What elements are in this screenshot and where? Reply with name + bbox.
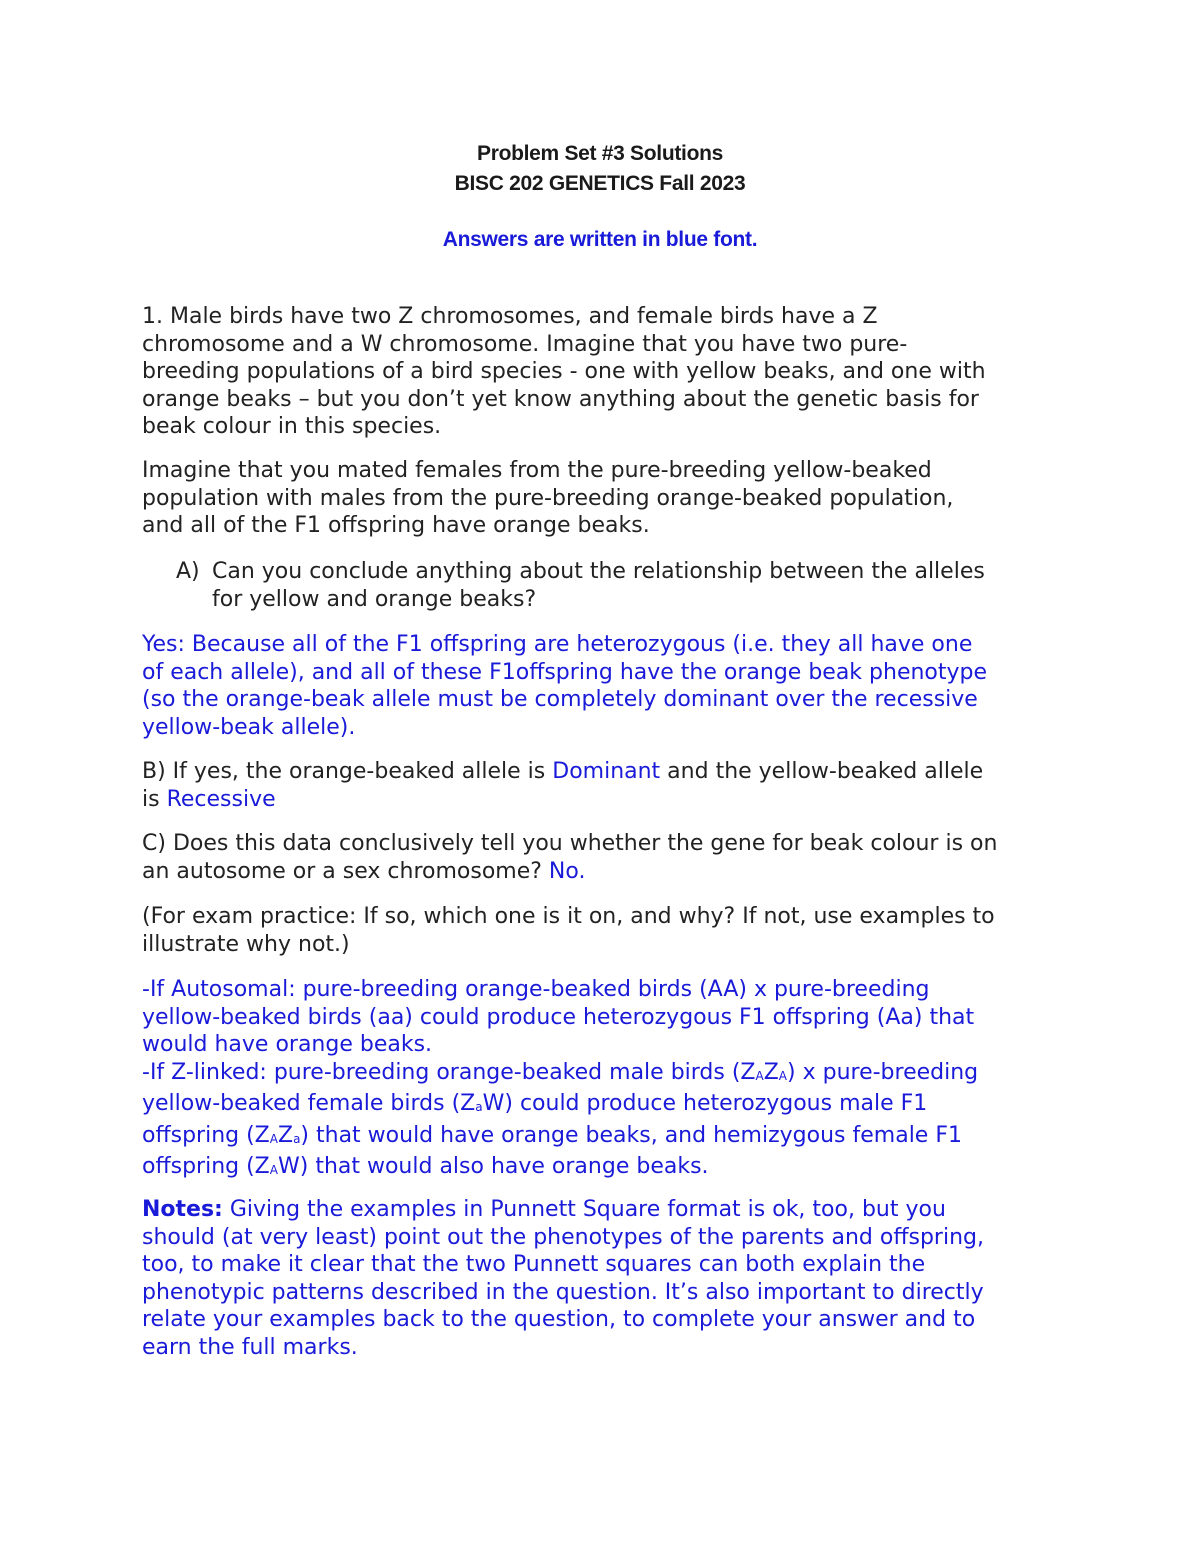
answer-color-note: Answers are written in blue font. <box>442 228 758 251</box>
part-b-answer-dominant: Dominant <box>552 759 661 784</box>
part-c-answer: No. <box>548 858 586 884</box>
scenario-line: Imagine that you mated females from the pure-breeding yellow-beaked <box>142 458 932 483</box>
question-line: 1. Male birds have two Z chromosomes, and female birds have a Z <box>142 304 878 329</box>
part-b-answer-recessive: Recessive <box>166 786 276 812</box>
part-a-answer <box>142 631 1072 741</box>
part-a-question <box>176 558 1076 613</box>
question-1 <box>142 303 1072 441</box>
scenario-paragraph <box>142 457 1072 540</box>
scenario-line: and all of the F1 offspring have orange beaks. <box>142 513 650 538</box>
course-name: BISC 202 GENETICS Fall 2023 <box>454 172 746 195</box>
exam-practice <box>142 903 1072 958</box>
practice-line: illustrate why not.) <box>142 931 350 957</box>
zlinked-line: yellow-beaked female birds (ZaW) could produce heterozygous male F1 <box>142 1091 928 1116</box>
answer-line: yellow-beak allele). <box>142 714 356 740</box>
part-c-line: C) Does this data conclusively tell you whether the gene for beak colour is on <box>142 831 998 856</box>
notes-line: Giving the examples in Punnett Square format is ok, too, but you <box>222 1197 946 1222</box>
answer-line: Yes: Because all of the F1 offspring are heterozygous (i.e. they all have one <box>142 632 973 657</box>
doc-title: Problem Set #3 Solutions <box>476 142 724 165</box>
answer-line: of each allele), and all of these F1offspring have the orange beak phenotype <box>142 659 988 685</box>
practice-line: (For exam practice: If so, which one is it on, and why? If not, use examples to <box>142 904 995 929</box>
notes-paragraph <box>142 1196 1072 1361</box>
notes-line: phenotypic patterns described in the question. It’s also important to directly <box>142 1279 984 1305</box>
part-a-marker: A) <box>176 559 200 584</box>
question-line: beak colour in this species. <box>142 414 442 439</box>
autosomal-line: yellow-beaked birds (aa) could produce heterozygous F1 offspring (Aa) that <box>142 1004 975 1030</box>
part-b-text: B) If yes, the orange-beaked allele is <box>142 759 553 784</box>
zlinked-line: offspring (ZAZa) that would have orange beaks, and hemizygous female F1 <box>142 1122 962 1148</box>
autosomal-line: would have orange beaks. <box>142 1032 433 1057</box>
examples-answer <box>142 976 1072 1185</box>
part-a-line: Can you conclude anything about the relationship between the alleles <box>212 559 985 584</box>
part-c <box>142 830 1072 885</box>
notes-line: should (at very least) point out the phenotypes of the parents and offspring, <box>142 1224 984 1250</box>
scenario-line: population with males from the pure-breeding orange-beaked population, <box>142 485 954 511</box>
notes-label: Notes: <box>142 1197 223 1222</box>
autosomal-line: -If Autosomal: pure-breeding orange-beaked birds (AA) x pure-breeding <box>142 977 930 1002</box>
question-line: chromosome and a W chromosome. Imagine that you have two pure- <box>142 331 908 357</box>
notes-line: too, to make it clear that the two Punnett squares can both explain the <box>142 1252 926 1277</box>
part-b-text: and the yellow-beaked allele <box>660 759 984 784</box>
part-b-text: is <box>142 786 167 812</box>
question-line: orange beaks – but you don’t yet know anything about the genetic basis for <box>142 386 979 412</box>
notes-line: earn the full marks. <box>142 1334 358 1360</box>
part-c-line: an autosome or a sex chromosome? <box>142 858 549 884</box>
zlinked-line: offspring (ZAW) that would also have orange beaks. <box>142 1154 709 1179</box>
notes-line: relate your examples back to the question, to complete your answer and to <box>142 1307 976 1332</box>
question-line: breeding populations of a bird species - one with yellow beaks, and one with <box>142 359 986 384</box>
part-a-line: for yellow and orange beaks? <box>212 586 537 612</box>
zlinked-line: -If Z-linked: pure-breeding orange-beaked male birds (ZAZA) x pure-breeding <box>142 1059 979 1085</box>
part-b <box>142 758 1072 813</box>
answer-line: (so the orange-beak allele must be completely dominant over the recessive <box>142 687 978 712</box>
